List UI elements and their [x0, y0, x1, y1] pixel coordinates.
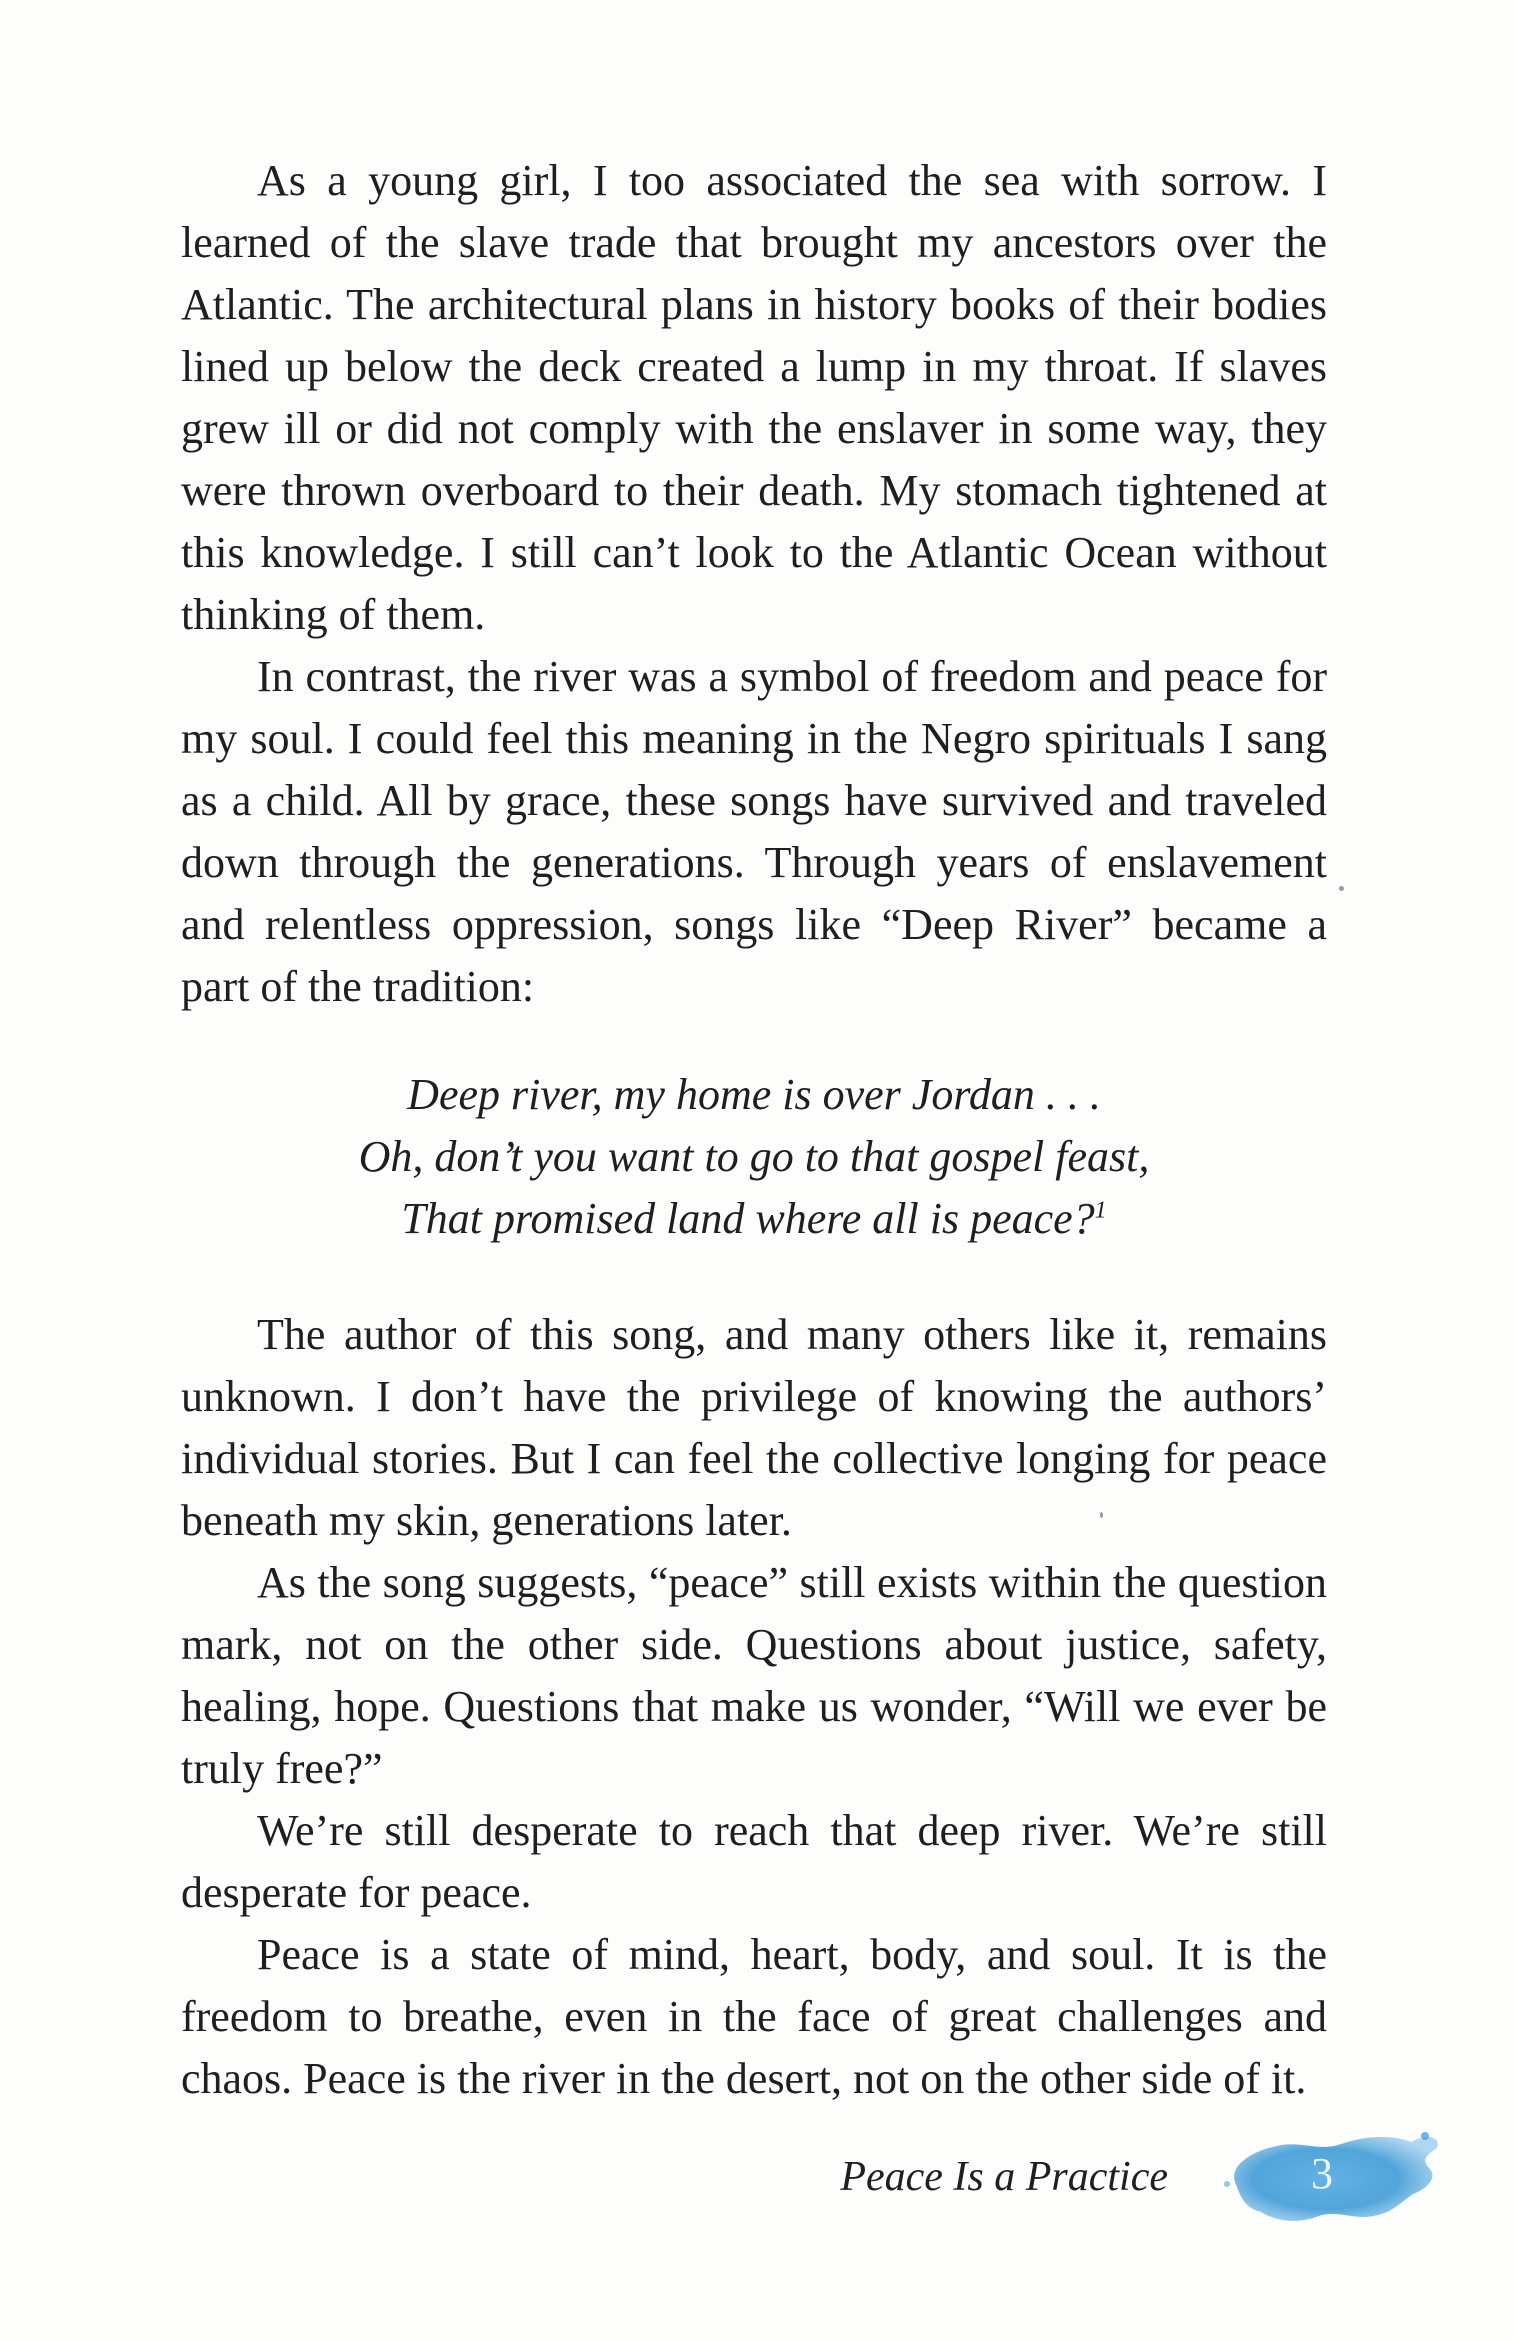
song-verse	[181, 1064, 1327, 1250]
paragraph-2: In contrast, the river was a symbol of freedom and peace for my soul. I could feel this meaning in the Negro spirituals I sang as a child. All by grace, these songs have survived and traveled down through the generations. Through years of enslavement and relentless oppression, songs like “Deep River” became a part of the tradition:	[181, 652, 1327, 1011]
verse-line-2: Oh, don’t you want to go to that gospel feast,	[358, 1132, 1150, 1181]
footnote-marker[interactable]: 1	[1094, 1197, 1107, 1224]
body-text	[181, 150, 1327, 2110]
paragraph-5: We’re still desperate to reach that deep river. We’re still desperate for peace.	[181, 1806, 1327, 1917]
verse-line-3-text: That promised land where all is peace?	[401, 1194, 1095, 1243]
paragraph-4: As the song suggests, “peace” still exists within the question mark, not on the other side. Questions about justice, safety, healing, hope. Questions that make us wonder, “Will we ever be truly free?”	[181, 1558, 1327, 1793]
paragraph-3: The author of this song, and many others like it, remains unknown. I don’t have the privilege of knowing the authors’ individual stories. But I can feel the collective longing for peace beneath my skin, generations later.	[181, 1310, 1327, 1545]
running-footer-title: Peace Is a Practice	[840, 2154, 1168, 2200]
paragraph-1: As a young girl, I too associated the sea with sorrow. I learned of the slave trade that brought my ancestors over the Atlantic. The architectural plans in history books of their bodies lined up below the deck created a lump in my throat. If slaves grew ill or did not comply with the enslaver in some way, they were thrown overboard to their death. My stomach tightened at this knowledge. I still can’t look to the Atlantic Ocean without thinking of them.	[181, 156, 1327, 639]
page-number: 3	[1311, 2149, 1333, 2198]
paper-speck	[1100, 1512, 1103, 1518]
verse-line-3	[181, 1188, 1327, 1250]
verse-line-1: Deep river, my home is over Jordan . . .	[407, 1070, 1101, 1119]
paragraph-6: Peace is a state of mind, heart, body, and soul. It is the freedom to breathe, even in the face of great challenges and chaos. Peace is the river in the desert, not on the other side of it.	[181, 1930, 1327, 2103]
paper-speck	[1339, 886, 1344, 891]
